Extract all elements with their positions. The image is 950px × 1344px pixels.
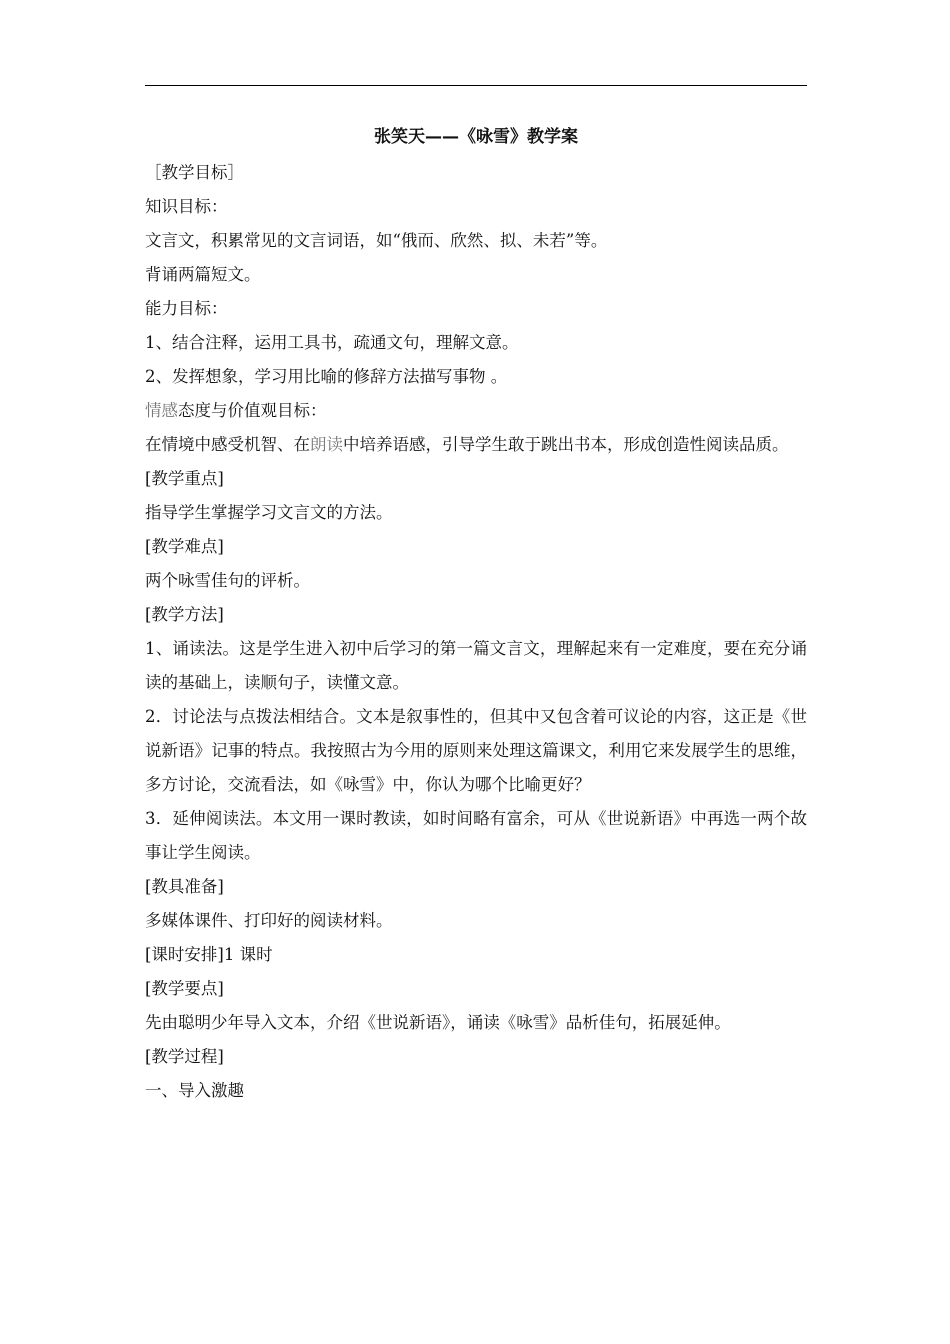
difficulty-text: 两个咏雪佳句的评析。 [145,571,310,590]
ability-item-2: 2、发挥想象，学习用比喻的修辞方法描写事物 。 [145,367,508,386]
goals-heading: ［教学目标］ [145,163,244,182]
emotion-heading [145,394,807,428]
ability-item-1: 1、结合注释，运用工具书，疏通文句，理解文意。 [145,333,519,352]
method-item-3: 3．延伸阅读法。本文用一课时教读，如时间略有富余，可从《世说新语》中再选一两个故事让学生阅读。 [145,809,807,862]
method-item-2: 2．讨论法与点拨法相结合。文本是叙事性的，但其中又包含着可议论的内容，这正是《世说新语》记事的特点。我按照古为今用的原则来处理这篇课文，利用它来发展学生的思维，多方讨论，交流看法，如《咏雪》中，你认为哪个比喻更好？ [145,707,807,794]
tools-text: 多媒体课件、打印好的阅读材料。 [145,911,393,930]
points-heading: [教学要点] [145,979,224,998]
document-title: 张笑天——《咏雪》教学案 [374,127,578,147]
section-1-heading: 一、导入激趣 [145,1081,244,1100]
key-text: 指导学生掌握学习文言文的方法。 [145,503,393,522]
knowledge-item-1: 文言文，积累常见的文言词语，如“俄而、欣然、拟、未若”等。 [145,231,608,250]
emotion-heading-link: 情感 [145,401,178,420]
document-body [145,118,807,1108]
schedule-line: [课时安排]1 课时 [145,945,273,964]
key-heading: [教学重点] [145,469,224,488]
emotion-text [145,428,807,462]
difficulty-heading: [教学难点] [145,537,224,556]
points-text: 先由聪明少年导入文本，介绍《世说新语》，诵读《咏雪》品析佳句，拓展延伸。 [145,1013,731,1032]
header-rule [145,85,807,86]
knowledge-item-2: 背诵两篇短文。 [145,265,261,284]
emotion-heading-rest: 态度与价值观目标： [178,401,327,420]
method-heading: [教学方法] [145,605,224,624]
ability-heading: 能力目标： [145,299,228,318]
process-heading: [教学过程] [145,1047,224,1066]
emotion-text-part-2: 中培养语感，引导学生敢于跳出书本，形成创造性阅读品质。 [343,435,789,454]
method-item-1: 1、诵读法。这是学生进入初中后学习的第一篇文言文，理解起来有一定难度，要在充分诵读的基础上，读顺句子，读懂文意。 [145,639,807,692]
emotion-text-link: 朗读 [310,435,343,454]
tools-heading: [教具准备] [145,877,224,896]
knowledge-heading: 知识目标： [145,197,228,216]
emotion-text-part-1: 在情境中感受机智、在 [145,435,310,454]
